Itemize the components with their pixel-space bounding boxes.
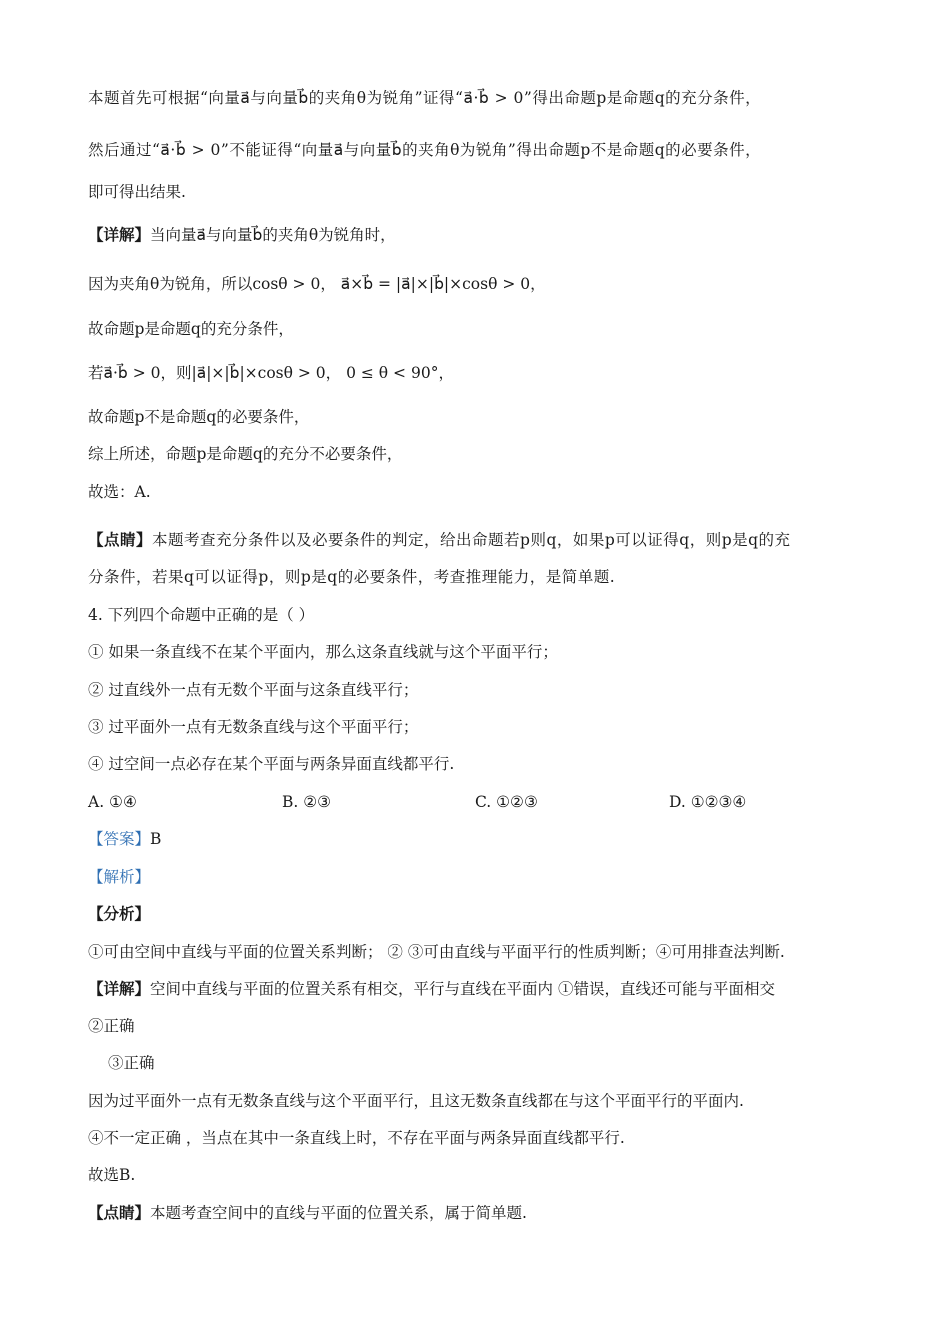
intro-line-2: 然后通过“a⃗·b⃗ > 0”不能证得“向量a⃗与向量b⃗的夹角θ为锐角”得出命题p不是命题q的必要条件，: [88, 141, 762, 159]
answer-label: 【答案】: [88, 830, 151, 848]
detail-3-line-5: 故命题p不是命题q的必要条件，: [88, 408, 310, 426]
detail-4-line-6: 故选B.: [88, 1166, 136, 1184]
comment-3-line-2: 分条件，若果q可以证得p，则p是q的必要条件，考查推理能力，是简单题.: [88, 568, 616, 586]
question-4-item-1: ① 如果一条直线不在某个平面内，那么这条直线就与这个平面平行；: [88, 643, 558, 661]
intro-line-3: 即可得出结果.: [88, 183, 186, 201]
detail-4-line-5: ④不一定正确 ，当点在其中一条直线上时，不存在平面与两条异面直线都平行.: [88, 1129, 625, 1147]
fenxi-text: ①可由空间中直线与平面的位置关系判断； ② ③可由直线与平面平行的性质判断；④可用排查法判断.: [88, 943, 785, 961]
question-4-item-2: ② 过直线外一点有无数个平面与这条直线平行；: [88, 681, 419, 699]
detail-4-line-4: 因为过平面外一点有无数条直线与这个平面平行，且这无数条直线都在与这个平面平行的平面内.: [88, 1092, 744, 1110]
detail-3-line-7: 故选：A.: [88, 483, 151, 501]
detail-3-line-4: 若a⃗·b⃗ > 0，则|a⃗|×|b⃗|×cosθ > 0， 0 ≤ θ < 90°，: [88, 364, 454, 382]
answer-line: [88, 828, 890, 850]
detail-4-line-3: ③正确: [108, 1054, 155, 1072]
comment-4-label: 【点睛】: [88, 1203, 151, 1222]
detail-3-line-6: 综上所述，命题p是命题q的充分不必要条件，: [88, 445, 403, 463]
detail-label: 【详解】: [88, 225, 151, 244]
detail-4-line-2: ②正确: [88, 1017, 135, 1035]
answer-value: B: [150, 830, 162, 848]
comment-4-text: 本题考查空间中的直线与平面的位置关系，属于简单题.: [150, 1204, 527, 1222]
comment-3-line-1: [88, 529, 890, 551]
intro-line-1: 本题首先可根据“向量a⃗与向量b⃗的夹角θ为锐角”证得“a⃗·b⃗ > 0”得出命题p是命题q的充分条件，: [88, 89, 762, 107]
detail-3-line-1: [88, 224, 890, 246]
option-c: C. ①②③: [475, 793, 538, 811]
option-b: B. ②③: [282, 793, 332, 811]
comment-label: 【点睛】: [88, 530, 153, 549]
detail-text: 当向量a⃗与向量b⃗的夹角θ为锐角时，: [150, 226, 396, 244]
question-4-item-4: ④ 过空间一点必存在某个平面与两条异面直线都平行.: [88, 755, 455, 773]
comment-4-line: [88, 1202, 890, 1224]
detail-4-line-1: [88, 978, 890, 1000]
analysis-label: 【解析】: [88, 868, 151, 886]
option-a: A. ①④: [88, 793, 137, 811]
fenxi-label: 【分析】: [88, 904, 151, 923]
detail-3-line-3: 故命题p是命题q的充分条件，: [88, 320, 294, 338]
question-4-stem: 4. 下列四个命题中正确的是（ ）: [88, 606, 315, 624]
comment-text: 本题考查充分条件以及必要条件的判定，给出命题若p则q，如果p可以证得q，则p是q的充: [152, 531, 791, 549]
question-4-item-3: ③ 过平面外一点有无数条直线与这个平面平行；: [88, 718, 419, 736]
detail-4-label: 【详解】: [88, 979, 151, 998]
detail-4-text: 空间中直线与平面的位置关系有相交，平行与直线在平面内 ①错误，直线还可能与平面相交: [150, 980, 775, 998]
option-d: D. ①②③④: [669, 793, 747, 811]
detail-3-line-2: 因为夹角θ为锐角，所以cosθ > 0， a⃗×b⃗ = |a⃗|×|b⃗|×cosθ > 0，: [88, 275, 546, 293]
